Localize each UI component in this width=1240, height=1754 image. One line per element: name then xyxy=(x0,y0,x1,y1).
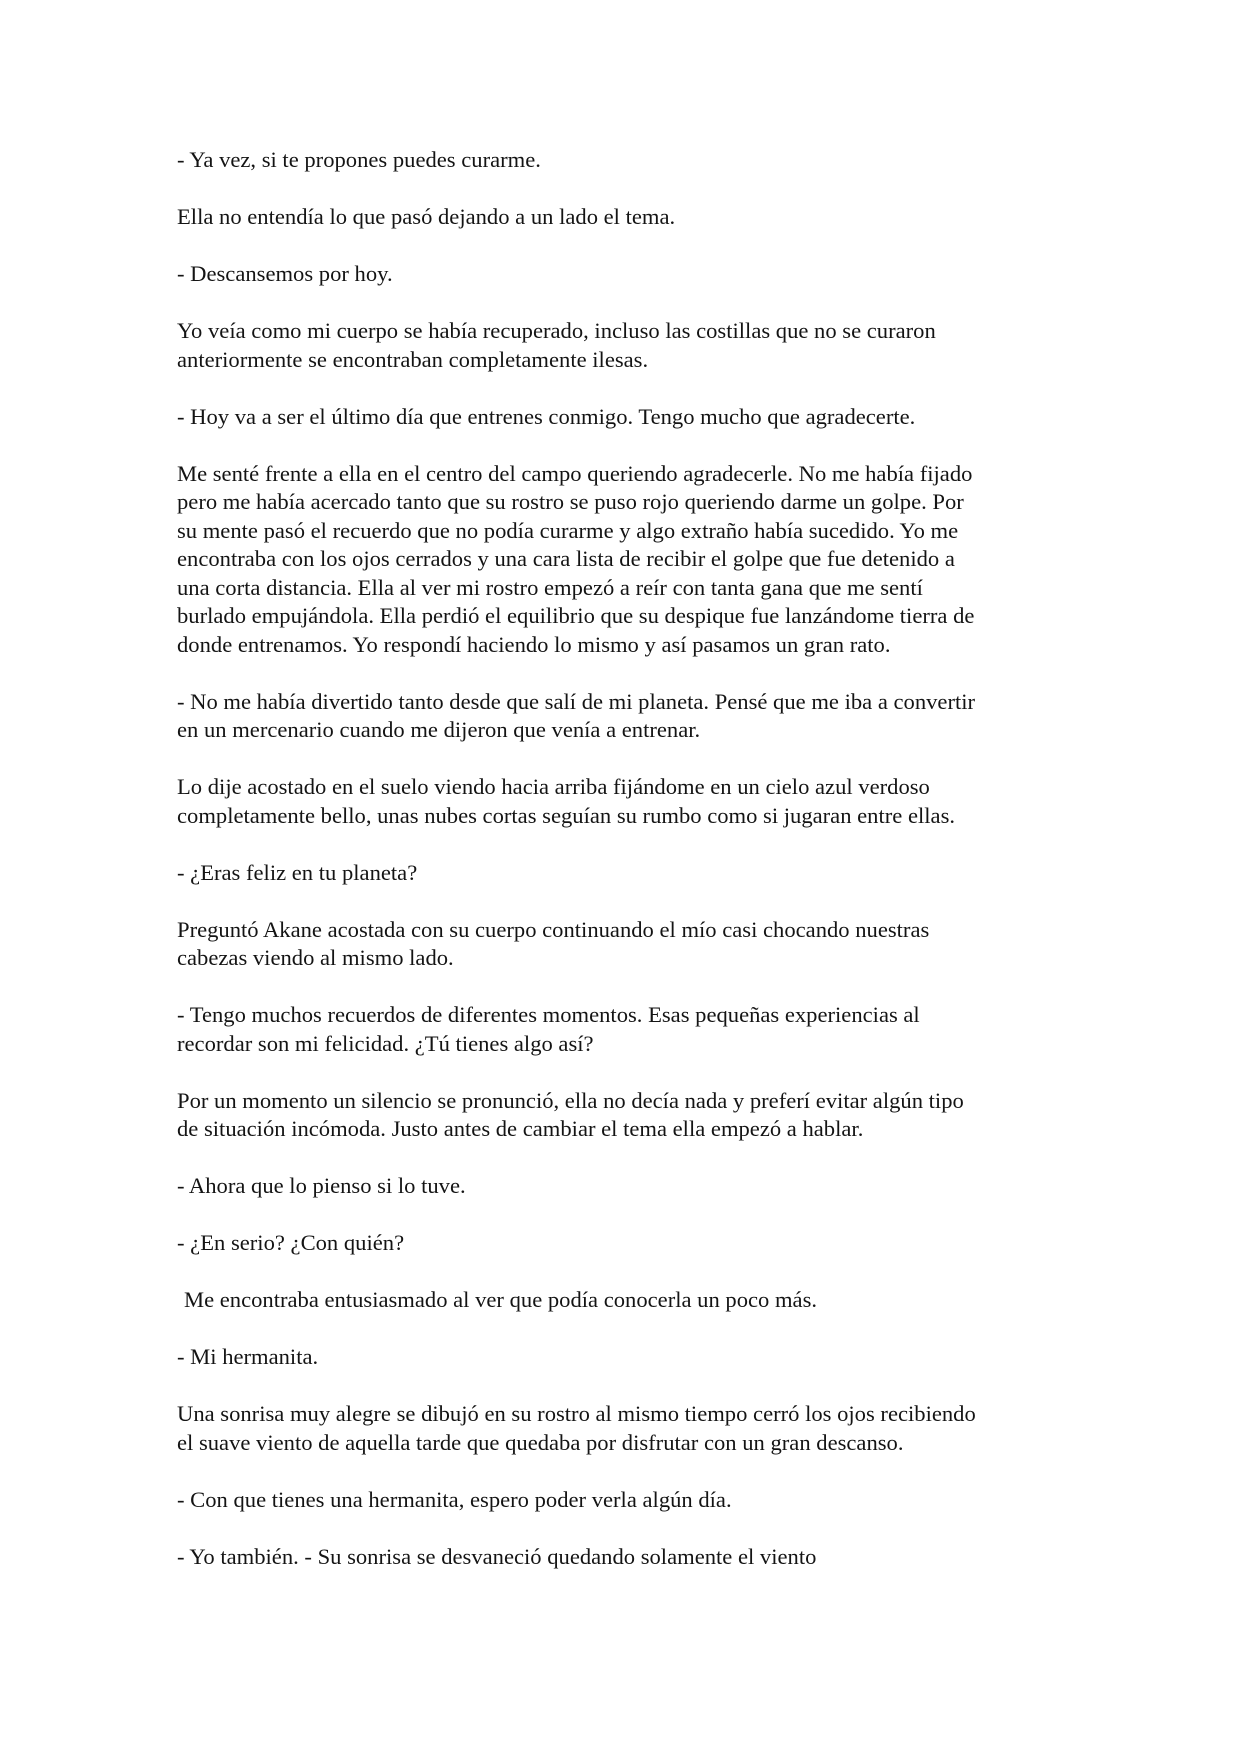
paragraph: Preguntó Akane acostada con su cuerpo continuando el mío casi chocando nuestras cabezas viendo al mismo lado. xyxy=(177,916,930,970)
paragraph: Una sonrisa muy alegre se dibujó en su rostro al mismo tiempo cerró los ojos recibiendo el suave viento de aquella tarde que quedaba por disfrutar con un gran descanso. xyxy=(177,1401,976,1455)
paragraph: Yo veía como mi cuerpo se había recuperado, incluso las costillas que no se curaron anteriormente se encontraban completamente ilesas. xyxy=(177,318,936,372)
paragraph: Me encontraba entusiasmado al ver que podía conocerla un poco más. xyxy=(184,1287,818,1312)
paragraph: - Tengo muchos recuerdos de diferentes momentos. Esas pequeñas experiencias al recordar son mi felicidad. ¿Tú tienes algo así? xyxy=(177,1002,920,1056)
paragraph: Por un momento un silencio se pronunció, ella no decía nada y preferí evitar algún tipo de situación incómoda. Justo antes de cambiar el tema ella empezó a hablar. xyxy=(177,1087,964,1141)
paragraph: - Ya vez, si te propones puedes curarme. xyxy=(177,147,541,172)
paragraph: - ¿Eras feliz en tu planeta? xyxy=(177,859,418,885)
paragraph: - Con que tienes una hermanita, espero poder verla algún día. xyxy=(177,1486,732,1512)
paragraph: Lo dije acostado en el suelo viendo hacia arriba fijándome en un cielo azul verdoso completamente bello, unas nubes cortas seguían su rumbo como si jugaran entre ellas. xyxy=(177,774,956,828)
paragraph: - ¿En serio? ¿Con quién? xyxy=(177,1230,405,1255)
paragraph: - Hoy va a ser el último día que entrenes conmigo. Tengo mucho que agradecerte. xyxy=(177,403,916,429)
paragraph: Me senté frente a ella en el centro del campo queriendo agradecerle. No me había fijado pero me había acercado tanto que su rostro se puso rojo queriendo darme un golpe. Por su mente pasó el recuerdo que no podía curarme y algo extraño había sucedido. Yo me encontraba con los ojos cerrados y una cara lista de recibir el golpe que fue detenido a una corta distancia. Ella al ver mi rostro empezó a reír con tanta gana que me sentí burlado empujándola. Ella perdió el equilibrio que su despique fue lanzándome tierra de donde entrenamos. Yo respondí haciendo lo mismo y así pasamos un gran rato. xyxy=(177,460,975,657)
paragraph: Ella no entendía lo que pasó dejando a un lado el tema. xyxy=(177,204,676,229)
paragraph: - Ahora que lo pienso si lo tuve. xyxy=(177,1173,466,1198)
paragraph: - Mi hermanita. xyxy=(177,1344,319,1369)
paragraph: - Yo también. - Su sonrisa se desvaneció quedando solamente el viento xyxy=(177,1543,817,1569)
paragraph: - No me había divertido tanto desde que salí de mi planeta. Pensé que me iba a convertir en un mercenario cuando me dijeron que venía a entrenar. xyxy=(177,688,976,742)
text-body xyxy=(177,146,1082,1600)
paragraph: - Descansemos por hoy. xyxy=(177,261,393,286)
